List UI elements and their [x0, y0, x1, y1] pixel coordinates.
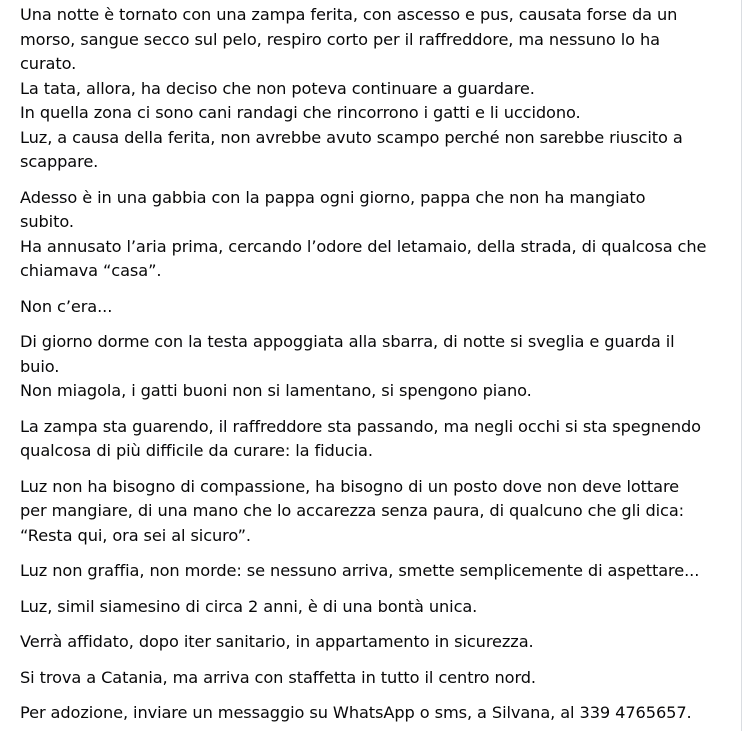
text-line: Si trova a Catania, ma arriva con staffetta in tutto il centro nord. [20, 667, 536, 687]
paragraph-10 [20, 666, 721, 691]
text-line: scappare. [20, 152, 99, 171]
text-line: subito. [20, 212, 74, 231]
text-line: buio. [20, 356, 60, 376]
text-line: Una notte è tornato con una zampa ferita, con ascesso e pus, causata forse da un [20, 5, 678, 24]
paragraph-4 [20, 330, 721, 404]
text-line: Adesso è in una gabbia con la pappa ogni giorno, pappa che non ha mangiato [20, 187, 646, 207]
paragraph-2 [20, 186, 721, 284]
text-line: In quella zona ci sono cani randagi che rincorrono i gatti e li uccidono. [20, 103, 581, 122]
text-line: qualcosa di più difficile da curare: la fiducia. [20, 441, 373, 460]
paragraph-5 [20, 415, 721, 464]
text-line: La zampa sta guarendo, il raffreddore sta passando, ma negli occhi si sta spegnendo [20, 416, 701, 436]
text-line: Luz non graffia, non morde: se nessuno arriva, smette semplicemente di aspettare... [20, 561, 700, 580]
paragraph-9 [20, 630, 721, 655]
text-line: morso, sangue secco sul pelo, respiro corto per il raffreddore, ma nessuno lo ha [20, 29, 661, 49]
paragraph-8 [20, 595, 721, 620]
text-line: Per adozione, inviare un messaggio su WhatsApp o sms, a Silvana, al 339 4765657. [20, 703, 692, 722]
text-line: Luz non ha bisogno di compassione, ha bisogno di un posto dove non deve lottare [20, 476, 680, 496]
text-line: Verrà affidato, dopo iter sanitario, in appartamento in sicurezza. [20, 632, 534, 651]
text-line: Luz, a causa della ferita, non avrebbe avuto scampo perché non sarebbe riuscito a [20, 127, 683, 147]
paragraph-11 [20, 701, 721, 726]
text-line: Non c’era... [20, 296, 113, 316]
paragraph-7 [20, 559, 721, 584]
text-line: Luz, simil siamesino di circa 2 anni, è di una bontà unica. [20, 596, 478, 616]
text-line: “Resta qui, ora sei al sicuro”. [20, 525, 251, 545]
text-line: La tata, allora, ha deciso che non poteva continuare a guardare. [20, 78, 535, 98]
text-line: Non miagola, i gatti buoni non si lamentano, si spengono piano. [20, 381, 532, 400]
paragraph-3 [20, 295, 721, 320]
text-line: chiamava “casa”. [20, 261, 162, 280]
text-line: Di giorno dorme con la testa appoggiata alla sbarra, di notte si sveglia e guarda il [20, 332, 675, 351]
text-line: Ha annusato l’aria prima, cercando l’odore del letamaio, della strada, di qualcosa che [20, 236, 707, 256]
paragraph-1 [20, 3, 721, 175]
paragraph-6 [20, 475, 721, 549]
text-line: per mangiare, di una mano che lo accarezza senza paura, di qualcuno che gli dica: [20, 501, 684, 520]
text-line: curato. [20, 54, 77, 73]
